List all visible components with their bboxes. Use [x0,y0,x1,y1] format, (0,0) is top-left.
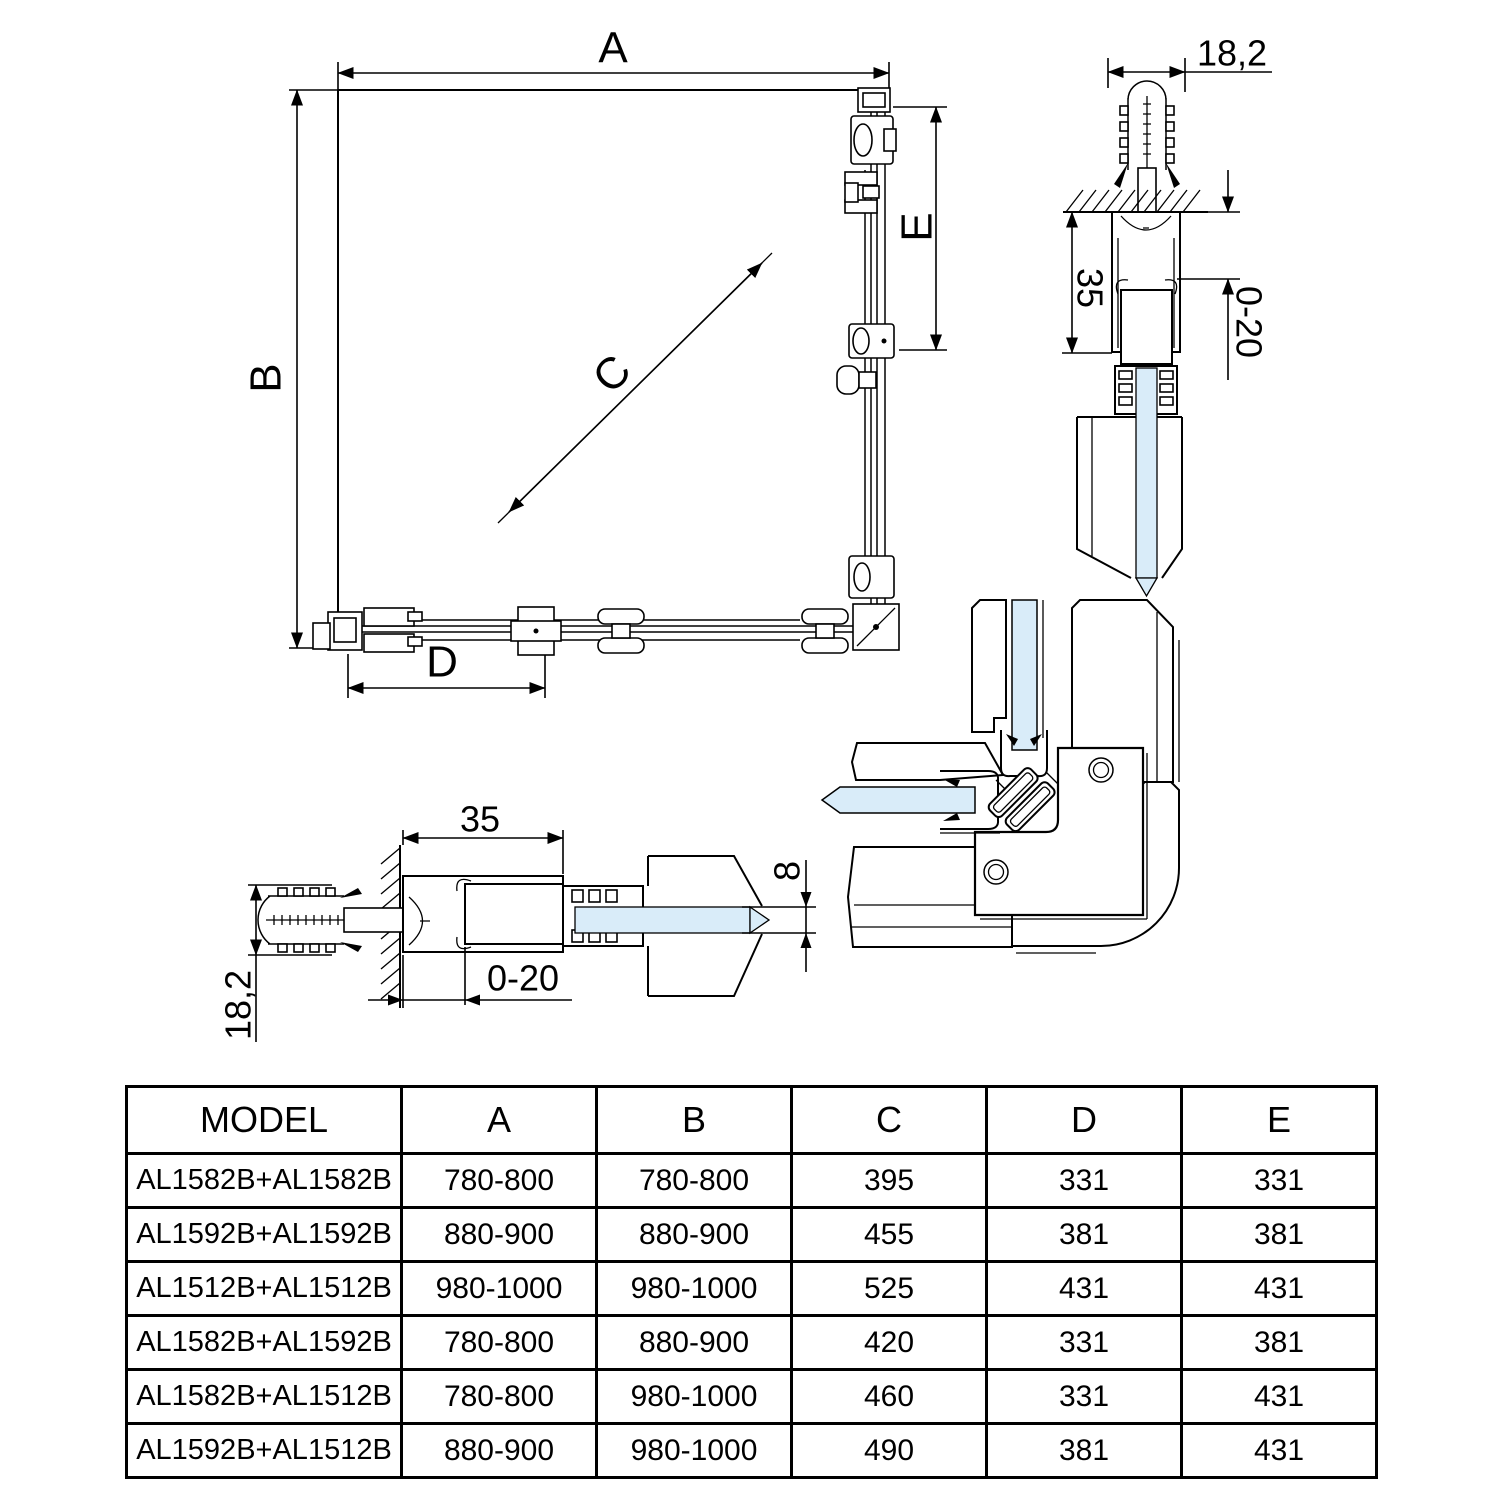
cell-value: 980-1000 [597,1262,792,1316]
dimension-a [338,24,889,97]
plan-right-door [837,88,896,648]
detail-corner-joint [822,600,1179,953]
dimension-c [498,253,772,523]
cell-model: AL1592B+AL1592B [127,1208,402,1262]
dimension-e [893,107,948,350]
cell-value: 780-800 [597,1154,792,1208]
header-e: E [1182,1087,1377,1154]
table-header-row [127,1087,1377,1154]
cell-value: 381 [987,1424,1182,1478]
cell-value: 431 [1182,1262,1377,1316]
table-row [127,1424,1377,1478]
table-row [127,1208,1377,1262]
header-b: B [597,1087,792,1154]
cell-value: 880-900 [402,1208,597,1262]
table-row [127,1154,1377,1208]
header-c: C [792,1087,987,1154]
cell-value: 980-1000 [402,1262,597,1316]
dim-label-adjustment-side: 0-20 [486,957,560,999]
cell-value: 431 [1182,1424,1377,1478]
cell-model: AL1582B+AL1592B [127,1316,402,1370]
cell-value: 420 [792,1316,987,1370]
cell-value: 490 [792,1424,987,1478]
dimension-b [242,90,339,648]
cell-value: 880-900 [597,1208,792,1262]
plan-bottom-door [313,607,884,655]
cell-value: 980-1000 [597,1424,792,1478]
dim-label-plug-width-side: 18,2 [217,969,259,1041]
cell-value: 395 [792,1154,987,1208]
glass-panel-top-detail [1136,368,1157,578]
glass-panel-vertical [1012,600,1037,750]
detail-wall-profile-top [1062,33,1272,597]
dim-label-glass-thickness: 8 [766,860,808,882]
cell-value: 455 [792,1208,987,1262]
table-row [127,1262,1377,1316]
glass-panel-side-detail [575,907,750,933]
wall-plug-side-icon [258,888,403,952]
cell-value: 331 [987,1370,1182,1424]
glass-panel-horizontal [822,787,975,813]
cell-value: 780-800 [402,1316,597,1370]
cell-value: 780-800 [402,1370,597,1424]
cell-value: 525 [792,1262,987,1316]
dim-label-c: C [583,345,641,403]
dim-label-profile-depth-side: 35 [459,798,501,840]
cell-value: 980-1000 [597,1370,792,1424]
cell-value: 880-900 [402,1424,597,1478]
dim-label-plug-width-top: 18,2 [1196,32,1268,74]
cell-value: 331 [987,1316,1182,1370]
dimension-profile-depth-side [403,799,563,875]
cell-model: AL1582B+AL1512B [127,1370,402,1424]
header-model: MODEL [127,1087,402,1154]
header-d: D [987,1087,1182,1154]
cell-value: 331 [987,1154,1182,1208]
cell-value: 460 [792,1370,987,1424]
dimension-plug-width-side [218,885,333,1042]
cell-value: 880-900 [597,1316,792,1370]
cell-value: 431 [987,1262,1182,1316]
door-panel-section-side [575,856,769,996]
dimension-adjustment-side [368,947,572,1008]
table-row [127,1316,1377,1370]
detail-wall-profile-side [218,799,817,1043]
dim-label-d: D [426,637,458,687]
dim-label-e: E [892,212,942,242]
dim-label-adjustment-top: 0-20 [1228,285,1270,359]
dim-label-a: A [598,23,628,73]
plan-view [242,24,948,699]
cell-model: AL1592B+AL1512B [127,1424,402,1478]
cell-value: 381 [1182,1316,1377,1370]
cell-model: AL1512B+AL1512B [127,1262,402,1316]
table-row [127,1370,1377,1424]
cell-value: 780-800 [402,1154,597,1208]
cell-value: 381 [987,1208,1182,1262]
dimension-plug-width-top [1108,33,1272,93]
dim-label-b: B [241,363,291,393]
cell-value: 381 [1182,1208,1377,1262]
cell-value: 431 [1182,1370,1377,1424]
cell-model: AL1582B+AL1582B [127,1154,402,1208]
wall-hatching-top [1063,190,1208,212]
cell-value: 331 [1182,1154,1377,1208]
corner-horizontal-profile [852,743,1003,780]
header-a: A [402,1087,597,1154]
plan-corner-block [853,604,899,650]
dimension-profile-depth-top [1062,212,1112,353]
model-dimensions-table [125,1085,1378,1479]
corner-vertical-bar [972,600,1006,732]
dim-label-profile-depth-top: 35 [1069,267,1111,309]
